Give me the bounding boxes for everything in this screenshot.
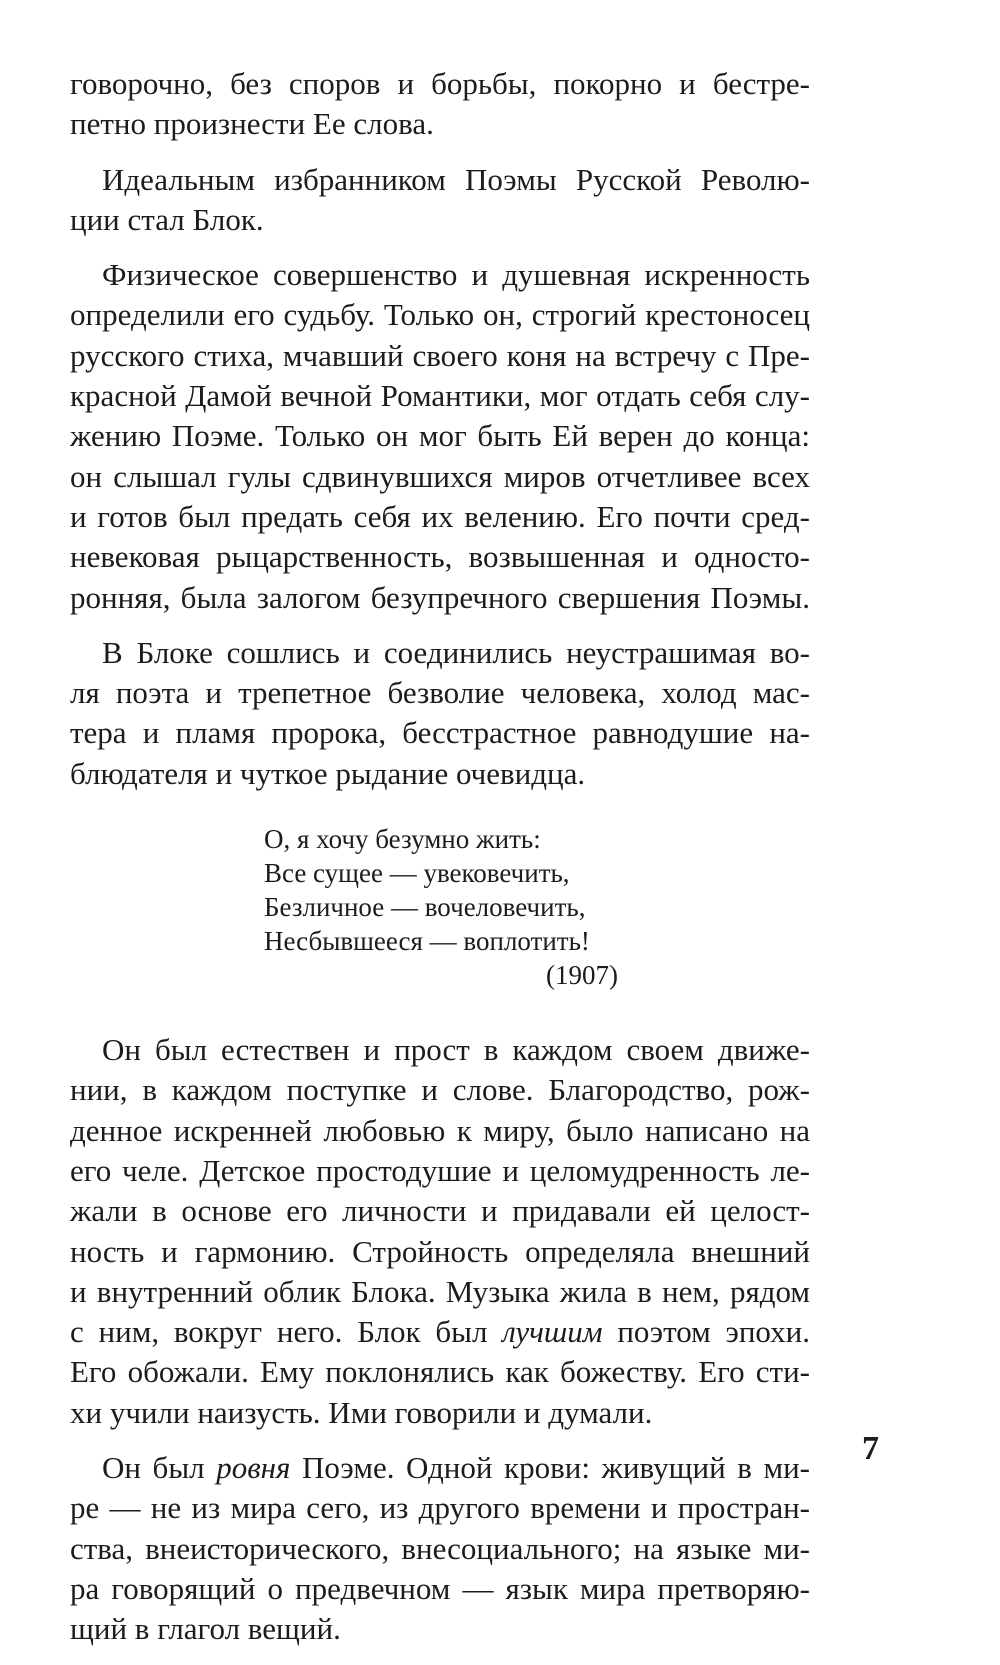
text-line: определили его судьбу. Только он, строгий крестоносец — [70, 297, 810, 333]
poem-line: Несбывшееся — воплотить! — [264, 926, 590, 957]
paragraph-3 — [70, 255, 810, 618]
text-line: Его обожали. Ему поклонялись как божеству. Его сти- — [70, 1354, 810, 1390]
text-line: щий в глагол вещий. — [70, 1611, 341, 1647]
text-line: русского стиха, мчавший своего коня на встречу с Пре- — [70, 337, 810, 373]
text-line: ронняя, была залогом безупречного свершения Поэмы. — [70, 579, 810, 615]
text-line: денное искренней любовью к миру, было написано на — [70, 1112, 810, 1148]
text-line: и внутренний облик Блока. Музыка жила в нем, рядом — [70, 1273, 810, 1309]
text-line: ля поэта и трепетное безволие человека, холод мас- — [70, 675, 810, 711]
text-line: ность и гармонию. Стройность определяла внешний — [70, 1233, 810, 1269]
page-number: 7 — [862, 1430, 879, 1467]
poem-line: О, я хочу безумно жить: — [264, 824, 541, 855]
book-page-text — [70, 64, 810, 1665]
paragraph-6 — [70, 1448, 810, 1649]
text-line: блюдателя и чуткое рыдание очевидца. — [70, 755, 586, 791]
text-line: и готов был предать себя их велению. Его почти сред- — [70, 498, 810, 534]
poem-line: Все сущее — увековечить, — [264, 858, 570, 889]
text-line: Физическое совершенство и душевная искренность — [102, 257, 810, 293]
text-line: красной Дамой вечной Романтики, мог отдать себя слу- — [70, 378, 810, 414]
text-segment: Он был — [102, 1450, 217, 1486]
text-line: Он был естествен и прост в каждом своем движе- — [102, 1032, 810, 1068]
text-line: В Блоке сошлись и соединились неустрашимая во- — [102, 634, 810, 670]
poem-quote — [264, 822, 618, 992]
text-line: жали в основе его личности и придавали ей целост- — [70, 1193, 810, 1229]
poem-date: (1907) — [546, 960, 618, 991]
paragraph-5 — [70, 1030, 810, 1433]
poem-line: Безличное — вочеловечить, — [264, 892, 586, 923]
text-line: нии, в каждом поступке и слове. Благородство, рож- — [70, 1072, 810, 1108]
text-line: он слышал гулы сдвинувшихся миров отчетливее всех — [70, 458, 810, 494]
text-line: говорочно, без споров и борьбы, покорно и бестре- — [70, 66, 810, 101]
text-line: жению Поэме. Только он мог быть Ей верен до конца: — [70, 418, 810, 454]
text-line: невековая рыцарственность, возвышенная и односто- — [70, 539, 810, 575]
text-line: ства, внеисторического, внесоциального; на языке ми- — [70, 1530, 810, 1566]
text-line: тера и пламя пророка, бесстрастное равнодушие на- — [70, 715, 810, 751]
text-line: его челе. Детское простодушие и целомудренность ле- — [70, 1152, 810, 1188]
text-line-with-italic — [70, 1312, 810, 1352]
text-segment: поэтом эпохи. — [602, 1314, 810, 1350]
paragraph-1 — [70, 64, 810, 145]
italic-word: ровня — [216, 1450, 291, 1486]
text-line: ре — не из мира сего, из другого времени и простран- — [70, 1490, 810, 1526]
italic-word: лучшим — [502, 1314, 603, 1350]
text-line: Идеальным избранником Поэмы Русской Револю- — [102, 161, 810, 197]
text-line: петно произнести Ее слова. — [70, 106, 434, 142]
paragraph-4 — [70, 633, 810, 794]
text-line-with-italic — [70, 1448, 810, 1488]
text-segment: Поэме. Одной крови: живущий в ми- — [290, 1450, 810, 1486]
text-line: ции стал Блок. — [70, 201, 264, 237]
text-line: ра говорящий о предвечном — язык мира претворяю- — [70, 1570, 810, 1606]
paragraph-2 — [70, 160, 810, 241]
text-line: хи учили наизусть. Ими говорили и думали. — [70, 1394, 653, 1430]
text-segment: с ним, вокруг него. Блок был — [70, 1314, 503, 1350]
